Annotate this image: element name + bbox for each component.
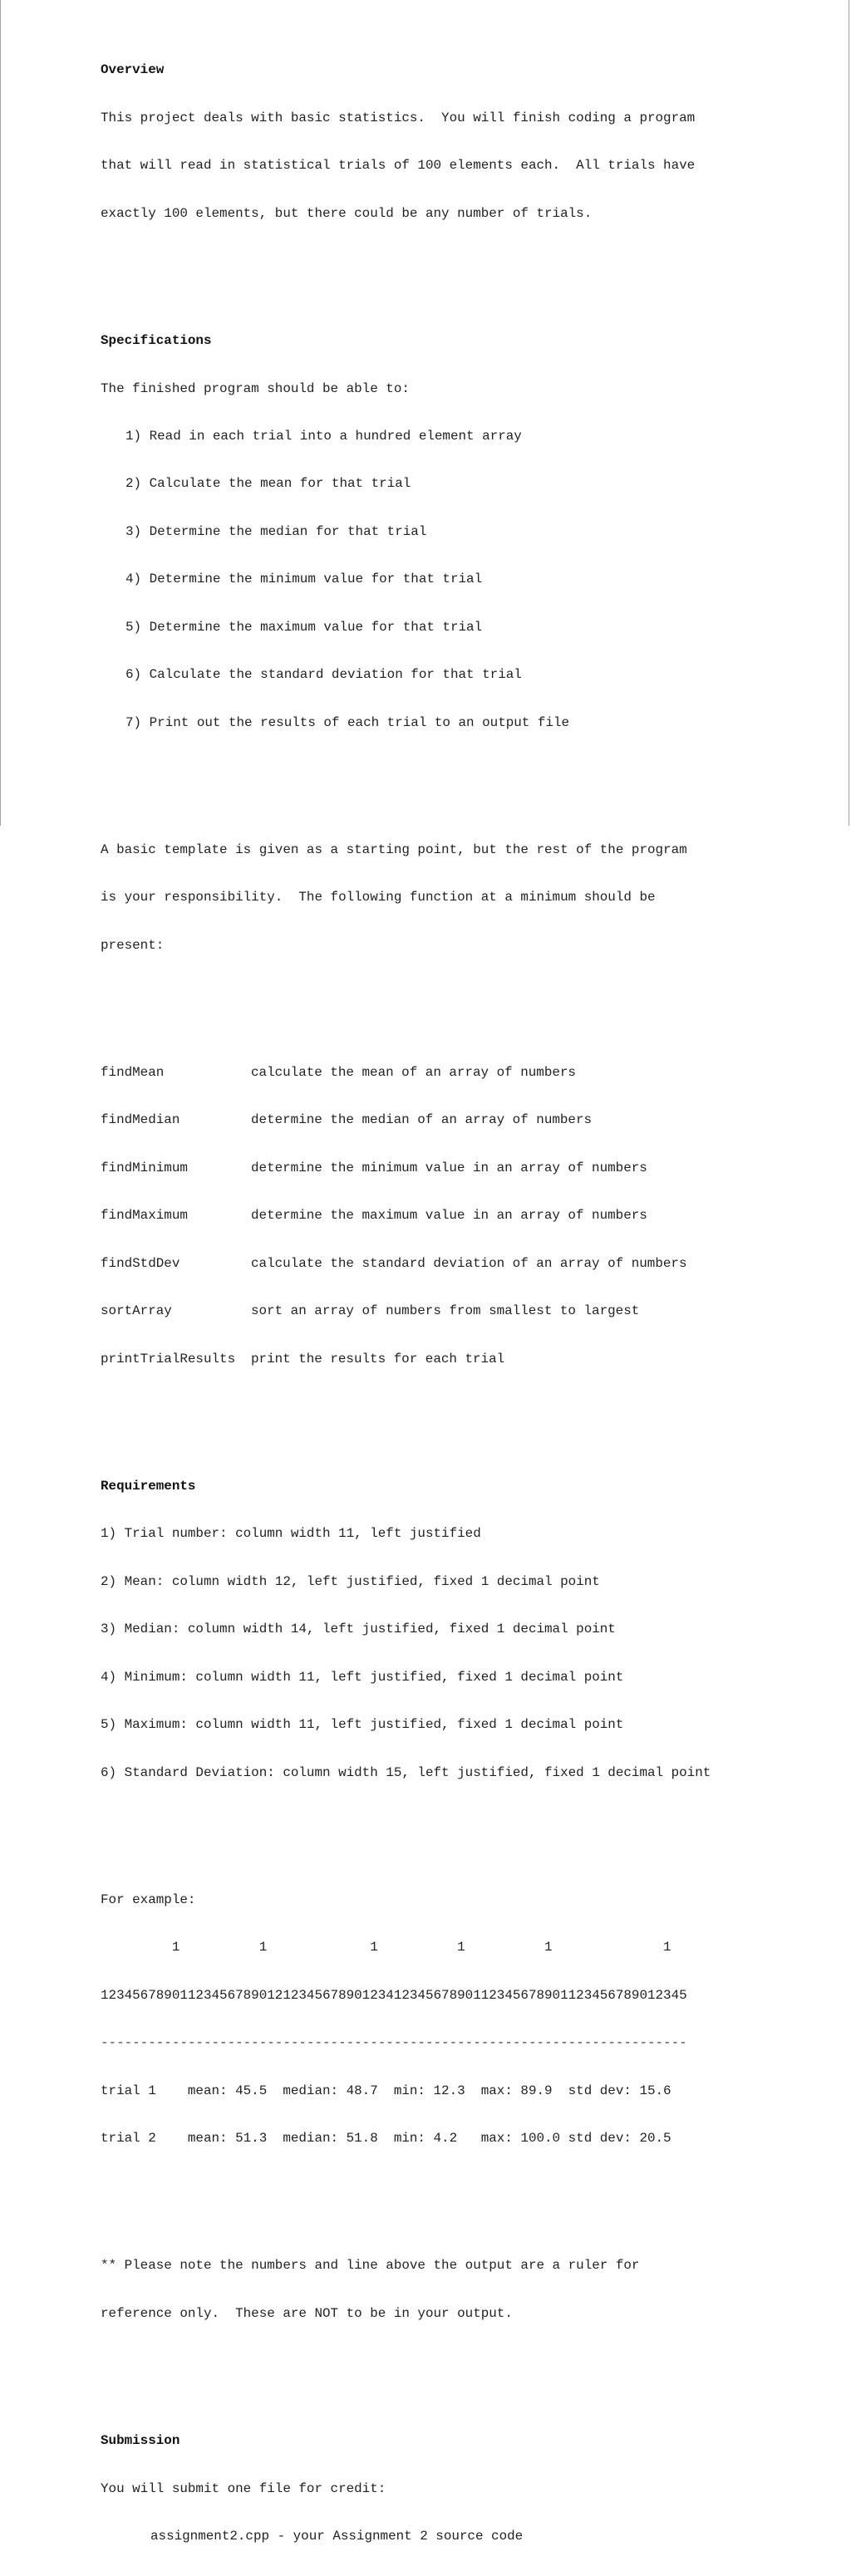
function-name: printTrialResults: [101, 1351, 236, 1367]
ruler-tens: 1 1 1 1 1 1: [101, 1940, 671, 1955]
overview-line: exactly 100 elements, but there could be any number of trials.: [101, 205, 593, 221]
spec-list-item: 7) Print out the results of each trial to an output file: [125, 714, 570, 730]
spacer: [101, 2369, 711, 2385]
requirement-item: 4) Minimum: column width 11, left justified, fixed 1 decimal point: [101, 1669, 624, 1685]
spacer: [101, 269, 711, 285]
spacer: [101, 1828, 711, 1844]
spec-list-item: 6) Calculate the standard deviation for that trial: [125, 667, 522, 683]
requirement-item: 1) Trial number: column width 11, left justified: [101, 1526, 481, 1542]
ruler-note-line: ** Please note the numbers and line above the output are a ruler for: [101, 2258, 640, 2274]
template-note-line: present:: [101, 937, 165, 953]
spec-list-item: 2) Calculate the mean for that trial: [125, 476, 411, 492]
requirement-item: 6) Standard Deviation: column width 15, left justified, fixed 1 decimal point: [101, 1764, 711, 1780]
submission-heading: Submission: [101, 2433, 180, 2449]
function-row: [101, 1256, 711, 1272]
spec-list-item: 3) Determine the median for that trial: [125, 523, 427, 539]
requirements-heading: Requirements: [101, 1478, 196, 1494]
function-name: findMean: [101, 1065, 165, 1081]
function-row: [101, 1352, 711, 1367]
template-note-line: is your responsibility. The following function at a minimum should be: [101, 890, 656, 905]
function-description: determine the median of an array of numbers: [251, 1112, 593, 1128]
function-name: findMedian: [101, 1112, 180, 1128]
spacer: [101, 1001, 711, 1017]
template-note-line: A basic template is given as a starting point, but the rest of the program: [101, 841, 687, 857]
function-row: [101, 1112, 711, 1128]
requirement-item: 5) Maximum: column width 11, left justified, fixed 1 decimal point: [101, 1717, 624, 1733]
overview-line: This project deals with basic statistics. You will finish coding a program: [101, 110, 696, 125]
function-description: print the results for each trial: [251, 1351, 505, 1367]
spacer: [101, 778, 711, 794]
ruler-note-line: reference only. These are NOT to be in your output.: [101, 2305, 513, 2321]
function-description: calculate the mean of an array of numbers: [251, 1065, 576, 1081]
function-row: [101, 1303, 711, 1319]
function-row: [101, 1160, 711, 1176]
submission-file-line: assignment2.cpp - your Assignment 2 source code: [150, 2528, 524, 2544]
overview-heading: Overview: [101, 62, 165, 78]
function-row: [101, 1208, 711, 1224]
ruler-divider: --------------------------------------------------------------------------: [101, 2035, 687, 2051]
overview-line: that will read in statistical trials of 100 elements each. All trials have: [101, 158, 696, 174]
spacer: [101, 2195, 711, 2210]
assignment-document: [101, 15, 711, 2576]
function-description: determine the minimum value in an array of numbers: [251, 1160, 647, 1175]
spec-list-item: 1) Read in each trial into a hundred element array: [125, 428, 522, 444]
ruler-units: 12345678901123456789012123456789012341234567890112345678901123456789012345: [101, 1987, 687, 2003]
function-name: findMinimum: [101, 1160, 188, 1175]
function-name: findStdDev: [101, 1255, 180, 1271]
function-description: determine the maximum value in an array of numbers: [251, 1208, 647, 1224]
spec-list-item: 4) Determine the minimum value for that trial: [125, 572, 483, 587]
spec-list-item: 5) Determine the maximum value for that trial: [125, 619, 483, 635]
spacer: [101, 1415, 711, 1430]
example-label: For example:: [101, 1892, 196, 1907]
function-description: sort an array of numbers from smallest to largest: [251, 1303, 640, 1319]
function-row: [101, 1065, 711, 1081]
requirement-item: 2) Mean: column width 12, left justified, fixed 1 decimal point: [101, 1573, 600, 1589]
function-description: calculate the standard deviation of an array of numbers: [251, 1255, 687, 1271]
submission-intro: You will submit one file for credit:: [101, 2480, 386, 2496]
example-output-row: trial 1 mean: 45.5 median: 48.7 min: 12.3 max: 89.9 std dev: 15.6: [101, 2083, 671, 2098]
function-name: findMaximum: [101, 1208, 188, 1224]
function-name: sortArray: [101, 1303, 172, 1319]
requirement-item: 3) Median: column width 14, left justified, fixed 1 decimal point: [101, 1622, 616, 1637]
specifications-intro: The finished program should be able to:: [101, 380, 410, 396]
specifications-heading: Specifications: [101, 333, 212, 349]
example-output-row: trial 2 mean: 51.3 median: 51.8 min: 4.2 max: 100.0 std dev: 20.5: [101, 2131, 671, 2147]
